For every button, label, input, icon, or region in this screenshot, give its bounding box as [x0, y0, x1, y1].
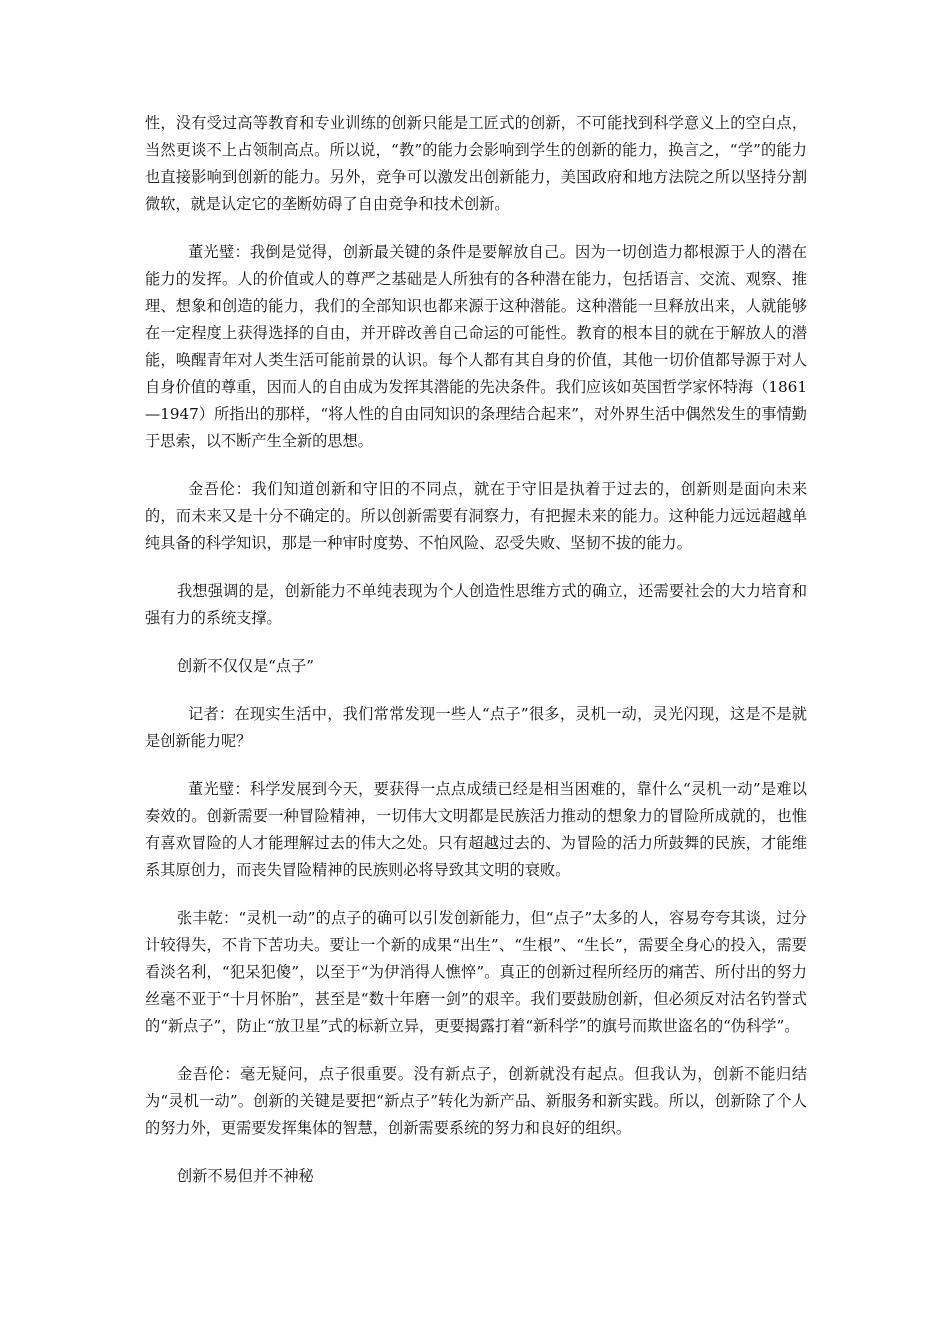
paragraph-reporter-question: 记者：在现实生活中，我们常常发现一些人“点子”很多，灵机一动，灵光闪现，这是不是就是创新能力呢？: [145, 705, 807, 750]
paragraph-jin-wulun-1: 金吾伦：我们知道创新和守旧的不同点，就在于守旧是执着于过去的，创新则是面向未来的，而未来又是十分不确定的。所以创新需要有洞察力，有把握未来的能力。这种能力远远超越单纯具备的科学知识，那是一种审时度势、不怕风险、忍受失败、坚韧不拔的能力。: [145, 480, 807, 552]
paragraph-continuation: 性，没有受过高等教育和专业训练的创新只能是工匠式的创新，不可能找到科学意义上的空白点，当然更谈不上占领制高点。所以说，“教”的能力会影响到学生的创新的能力，换言之，“学”的能力也直接影响到创新的能力。另外，竞争可以激发出创新能力，美国政府和地方法院之所以坚持分割微软，就是认定它的垄断妨碍了自由竞争和技术创新。: [145, 114, 807, 213]
document-page: [145, 110, 807, 1211]
section-heading-not-just-ideas: 创新不仅仅是“点子”: [177, 657, 315, 675]
paragraph-dong-guangbi-2: 董光璧：科学发展到今天，要获得一点点成绩已经是相当困难的，靠什么“灵机一动”是难以奏效的。创新需要一种冒险精神，一切伟大文明都是民族活力推动的想象力的冒险所成就的，也惟有喜欢冒险的人才能理解过去的伟大之处。只有超越过去的、为冒险的活力所鼓舞的民族，才能维系其原创力，而丧失冒险精神的民族则必将导致其文明的衰败。: [145, 780, 807, 879]
paragraph-zhang-fengqian: 张丰乾：“灵机一动”的点子的确可以引发创新能力，但“点子”太多的人，容易夸夸其谈，过分计较得失，不肯下苦功夫。要让一个新的成果“出生”、“生根”、“生长”，需要全身心的投入，需要看淡名利，“犯呆犯傻”，以至于“为伊消得人憔悴”。真正的创新过程所经历的痛苦、所付出的努力丝毫不亚于“十月怀胎”，甚至是“数十年磨一剑”的艰辛。我们要鼓励创新，但必须反对沽名钓誉式的“新点子”，防止“放卫星”式的标新立异，更要揭露打着“新科学”的旗号而欺世盗名的“伪科学”。: [145, 909, 807, 1035]
paragraph-jin-wulun-2: 金吾伦：毫无疑问，点子很重要。没有新点子，创新就没有起点。但我认为，创新不能归结为“灵机一动”。创新的关键是要把“新点子”转化为新产品、新服务和新实践。所以，创新除了个人的努力外，更需要发挥集体的智慧，创新需要系统的努力和良好的组织。: [145, 1065, 807, 1137]
section-heading-not-mysterious: 创新不易但并不神秘: [177, 1167, 314, 1185]
paragraph-dong-guangbi-1: 董光璧：我倒是觉得，创新最关键的条件是要解放自己。因为一切创造力都根源于人的潜在能力的发挥。人的价值或人的尊严之基础是人所独有的各种潜在能力，包括语言、交流、观察、推理、想象和创造的能力，我们的全部知识也都来源于这种潜能。这种潜能一旦释放出来，人就能够在一定程度上获得选择的自由，并开辟改善自己命运的可能性。教育的根本目的就在于解放人的潜能，唤醒青年对人类生活可能前景的认识。每个人都有其自身的价值，其他一切价值都导源于对人自身价值的尊重，因而人的自由成为发挥其潜能的先决条件。我们应该如英国哲学家怀特海（1861—1947）所指出的那样，“将人性的自由同知识的条理结合起来”，对外界生活中偶然发生的事情勤于思索，以不断产生全新的思想。: [145, 243, 807, 450]
paragraph-emphasis: 我想强调的是，创新能力不单纯表现为个人创造性思维方式的确立，还需要社会的大力培育和强有力的系统支撑。: [145, 582, 807, 627]
